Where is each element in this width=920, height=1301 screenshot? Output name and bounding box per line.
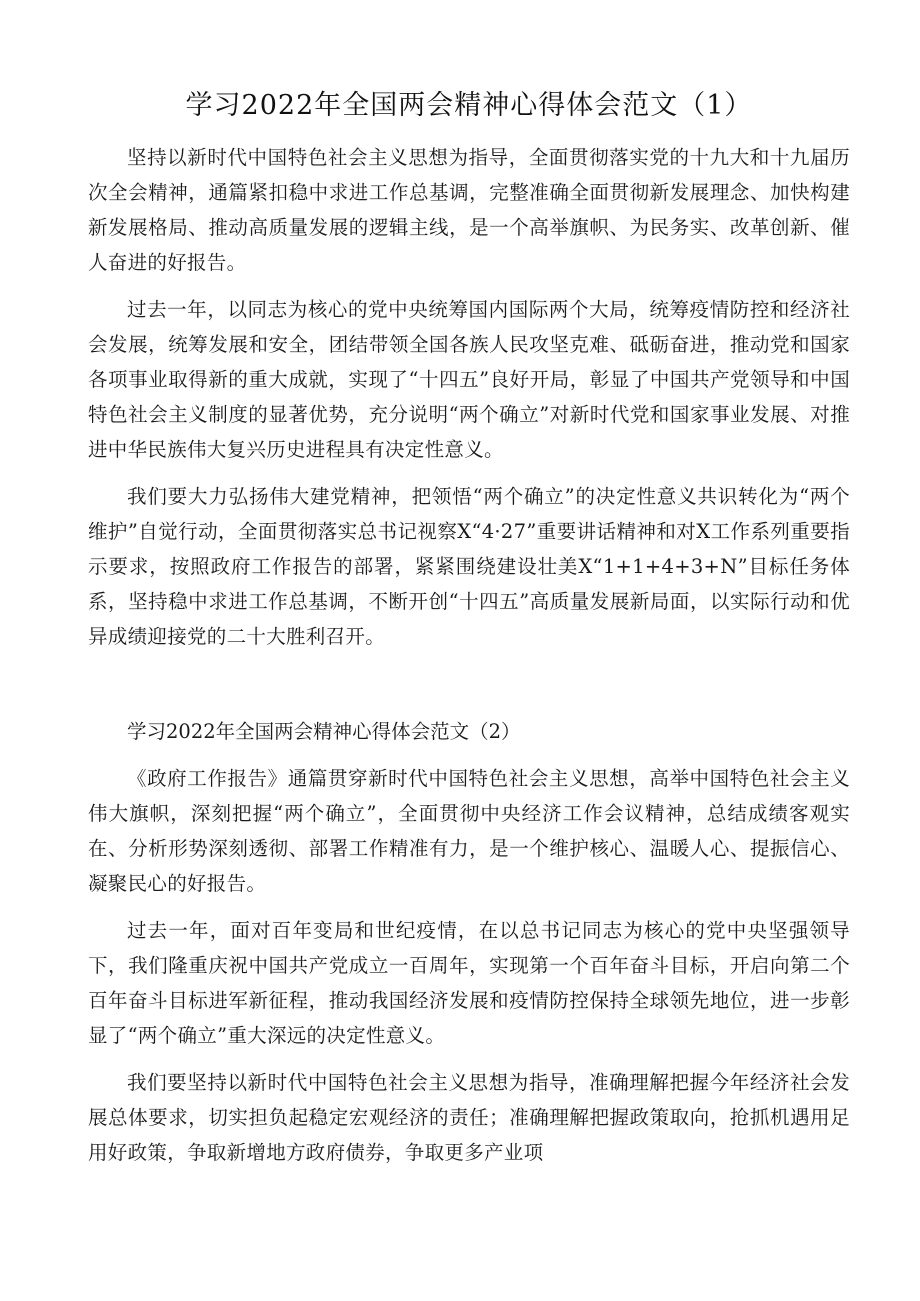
section-2-title: 学习2022年全国两会精神心得体会范文（2） xyxy=(127,720,521,743)
section-1-paragraph-2: 过去一年，以同志为核心的党中央统筹国内国际两个大局，统筹疫情防控和经济社会发展，统筹发展和安全，团结带领全国各族人民攻坚克难、砥砺奋进，推动党和国家各项事业取得新的重大成就，实现了“十四五”良好开局，彰显了中国共产党领导和中国特色社会主义制度的显著优势，充分说明“两个确立”对新时代党和国家事业发展、对推进中华民族伟大复兴历史进程具有决定性意义。 xyxy=(88,298,850,461)
section-1 xyxy=(88,140,850,654)
document-title: 学习2022年全国两会精神心得体会范文（1） xyxy=(185,90,753,121)
section-2-paragraph-1: 《政府工作报告》通篇贯穿新时代中国特色社会主义思想，高举中国特色社会主义伟大旗帜，深刻把握“两个确立”，全面贯彻中央经济工作会议精神，总结成绩客观实在、分析形势深刻透彻、部署工作精准有力，是一个维护核心、温暖人心、提振信心、凝聚民心的好报告。 xyxy=(88,767,850,895)
section-2-paragraph-3: 我们要坚持以新时代中国特色社会主义思想为指导，准确理解把握今年经济社会发展总体要求，切实担负起稳定宏观经济的责任；准确理解把握政策取向，抢抓机遇用足用好政策，争取新增地方政府债券，争取更多产业项 xyxy=(88,1071,850,1164)
section-1-paragraph-1: 坚持以新时代中国特色社会主义思想为指导，全面贯彻落实党的十九大和十九届历次全会精神，通篇紧扣稳中求进工作总基调，完整准确全面贯彻新发展理念、加快构建新发展格局、推动高质量发展的逻辑主线，是一个高举旗帜、为民务实、改革创新、催人奋进的好报告。 xyxy=(88,146,850,274)
section-1-paragraph-3: 我们要大力弘扬伟大建党精神，把领悟“两个确立”的决定性意义共识转化为“两个维护”自觉行动，全面贯彻落实总书记视察X“4·27”重要讲话精神和对X工作系列重要指示要求，按照政府工作报告的部署，紧紧围绕建设壮美X“1+1+4+3+N”目标任务体系，坚持稳中求进工作总基调，不断开创“十四五”高质量发展新局面，以实际行动和优异成绩迎接党的二十大胜利召开。 xyxy=(88,485,850,648)
section-2-paragraph-2: 过去一年，面对百年变局和世纪疫情，在以总书记同志为核心的党中央坚强领导下，我们隆重庆祝中国共产党成立一百周年，实现第一个百年奋斗目标，开启向第二个百年奋斗目标进军新征程，推动我国经济发展和疫情防控保持全球领先地位，进一步彰显了“两个确立”重大深远的决定性意义。 xyxy=(88,919,850,1047)
section-2 xyxy=(88,761,850,1170)
